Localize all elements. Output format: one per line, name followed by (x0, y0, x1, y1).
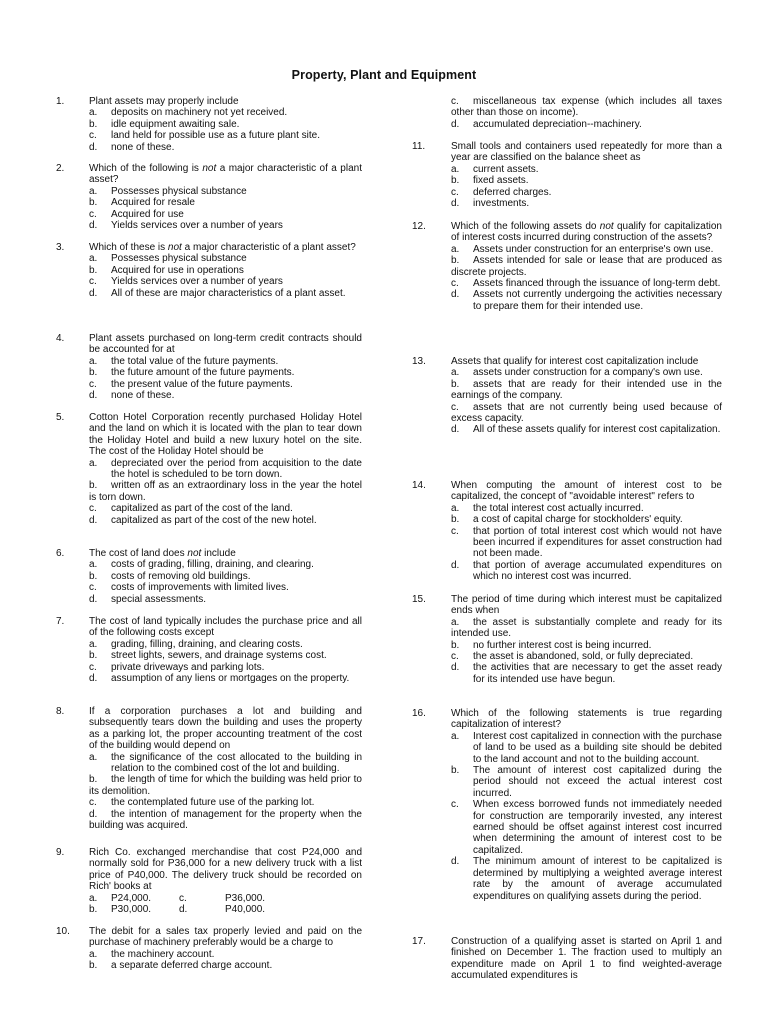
option-letter: d. (89, 514, 98, 526)
option-letter: d. (451, 856, 460, 868)
option-text: current assets. (473, 163, 539, 175)
option-text: depreciated over the period from acquisition to the date the hotel is scheduled to be torn down. (111, 457, 362, 481)
question-body (89, 96, 362, 153)
option-letter: c. (451, 401, 459, 413)
option-text: a cost of capital charge for stockholders' equity. (473, 514, 683, 526)
option-text: the present value of the future payments. (111, 378, 293, 390)
answer-option (89, 253, 362, 264)
option-text: none of these. (111, 141, 175, 153)
option-text: none of these. (111, 390, 175, 402)
answer-option (89, 209, 362, 220)
question-text: The period of time during which interest must be capitalized ends when (451, 594, 722, 617)
question-body (451, 221, 722, 312)
question-number: 17. (412, 936, 426, 947)
question-text: The debit for a sales tax properly levied and paid on the purchase of machinery preferably would be a charge to (89, 926, 362, 949)
option-letter: c. (89, 378, 97, 390)
option-letter: c. (451, 186, 459, 198)
option-text: land held for possible use as a future plant site. (111, 130, 321, 142)
answer-option (89, 571, 362, 582)
option-text: costs of grading, filling, draining, and clearing. (111, 559, 314, 571)
option-text: the total value of the future payments. (111, 355, 279, 367)
option-letter: a. (89, 751, 98, 763)
answer-option (451, 424, 722, 435)
answer-option (89, 559, 362, 570)
option-text: the future amount of the future payments. (111, 367, 295, 379)
answer-option (451, 187, 722, 198)
question-item (56, 242, 362, 299)
answer-option (89, 367, 362, 378)
answer-option (451, 662, 722, 685)
answer-option (89, 809, 362, 832)
question-number: 12. (412, 221, 426, 232)
page-title: Property, Plant and Equipment (291, 68, 477, 82)
option-letter: c. (89, 276, 97, 288)
option-letter: c. (451, 96, 459, 107)
answer-option (451, 640, 722, 651)
answer-option (89, 662, 362, 673)
answer-option-cell: P30,000. (111, 904, 152, 916)
answer-option (89, 458, 362, 481)
option-letter: d. (89, 593, 98, 605)
question-number: 14. (412, 480, 426, 491)
option-text: Assets not currently undergoing the activities necessary to prepare them for their intended use. (473, 289, 722, 312)
answer-option (451, 379, 722, 402)
answer-option (451, 244, 722, 255)
question-number: 6. (56, 548, 65, 559)
option-text: capitalized as part of the cost of the land. (111, 503, 293, 515)
option-text: the length of time for which the building was held prior to its demolition. (89, 774, 362, 797)
option-text: assets under construction for a company's own use. (473, 367, 703, 379)
option-letter: b. (89, 197, 98, 209)
option-letter: d. (451, 118, 460, 130)
option-letter: a. (89, 948, 98, 960)
answer-option (89, 515, 362, 526)
option-text: assets that are not currently being used because of excess capacity. (451, 401, 722, 425)
question-text: Cotton Hotel Corporation recently purchased Holiday Hotel and the land on which it is located with the plan to tear down the Holiday Hotel and build a new luxury hotel on the site. The cost of the Holiday Hotel should be (89, 412, 362, 458)
option-letter: a. (89, 457, 98, 469)
question-text: Plant assets purchased on long-term credit contracts should be accounted for at (89, 333, 362, 356)
question-text: If a corporation purchases a lot and building and subsequently tears down the building and uses the property as a parking lot, the proper accounting treatment of the cost of the building would depend on (89, 706, 362, 752)
option-letter: b. (451, 514, 460, 526)
option-letter: c. (89, 661, 97, 673)
question-body (451, 936, 722, 982)
option-letter: c. (451, 799, 459, 811)
option-letter: d. (89, 141, 98, 153)
question-item (412, 708, 722, 902)
question-item (412, 594, 722, 685)
option-letter: b. (451, 175, 460, 187)
answer-option (451, 799, 722, 856)
answer-option-cell: d. (179, 904, 188, 916)
answer-option (89, 752, 362, 775)
question-number: 11. (412, 141, 426, 152)
question-body (89, 706, 362, 831)
answer-option (89, 594, 362, 605)
option-letter: a. (89, 253, 98, 265)
question-text: Assets that qualify for interest cost capitalization include (451, 356, 699, 367)
option-letter: d. (89, 287, 98, 299)
option-letter: c. (89, 503, 97, 515)
question-text: Rich Co. exchanged merchandise that cost P24,000 and normally sold for P36,000 for a new delivery truck with a list price of P40,000. The delivery truck should be recorded on Rich' books at (89, 847, 362, 893)
answer-option-cell: b. (89, 904, 98, 916)
answer-option (451, 96, 722, 119)
option-text: a separate deferred charge account. (111, 960, 273, 972)
question-number: 9. (56, 847, 65, 858)
answer-option (89, 480, 362, 503)
answer-option (451, 289, 722, 312)
question-number: 3. (56, 242, 65, 253)
answer-option (451, 278, 722, 289)
option-letter: a. (451, 243, 460, 255)
answer-option-cell: c. (179, 892, 187, 904)
answer-option (451, 514, 722, 525)
option-letter: d. (451, 289, 460, 301)
question-item (56, 163, 362, 231)
option-letter: b. (451, 765, 460, 777)
option-letter: b. (89, 118, 98, 130)
option-text: the machinery account. (111, 948, 215, 960)
option-letter: b. (89, 570, 98, 582)
answer-options-grid (89, 893, 362, 916)
question-body (89, 847, 362, 915)
question-body (451, 141, 722, 209)
option-letter: c. (89, 130, 97, 142)
option-text: Assets under construction for an enterprise's own use. (473, 243, 714, 255)
option-text: street lights, sewers, and drainage systems cost. (111, 650, 327, 662)
option-text: deposits on machinery not yet received. (111, 107, 288, 119)
question-text: Which of the following statements is true regarding capitalization of interest? (451, 708, 722, 731)
question-item (412, 936, 722, 982)
option-letter: b. (89, 480, 98, 492)
answer-option (89, 276, 362, 287)
option-letter: a. (89, 185, 98, 197)
answer-option (89, 582, 362, 593)
option-text: deferred charges. (473, 186, 552, 198)
answer-option (451, 651, 722, 662)
option-text: investments. (473, 198, 530, 210)
option-text: that portion of average accumulated expenditures on which no interest cost was incurred. (473, 559, 722, 583)
question-text: Construction of a qualifying asset is started on April 1 and finished on December 1. The fraction used to multiply an expenditure made on April 1 to find weighted-average accumulated expenditures is (451, 936, 722, 982)
question-item (412, 356, 722, 436)
answer-option (451, 765, 722, 799)
answer-option (89, 650, 362, 661)
option-text: special assessments. (111, 593, 207, 605)
option-text: accumulated depreciation--machinery. (473, 118, 642, 130)
option-text: Assets intended for sale or lease that are produced as discrete projects. (451, 255, 722, 278)
answer-option (89, 142, 362, 153)
option-letter: d. (451, 198, 460, 210)
question-text: Which of the following assets do not qualify for capitalization of interest costs incurred during construction of the assets? (451, 221, 722, 244)
question-number: 16. (412, 708, 426, 719)
question-text: When computing the amount of interest cost to be capitalized, the concept of "avoidable interest" refers to (451, 480, 722, 503)
question-number: 7. (56, 616, 65, 627)
answer-option (451, 367, 722, 378)
option-text: Acquired for use (111, 208, 184, 220)
question-item (412, 141, 722, 209)
option-text: the contemplated future use of the parking lot. (111, 797, 315, 809)
question-number: 13. (412, 356, 426, 367)
option-text: costs of removing old buildings. (111, 570, 251, 582)
option-letter: a. (451, 616, 460, 628)
option-letter: b. (451, 255, 460, 267)
answer-option (451, 198, 722, 209)
answer-option-cell: P40,000. (225, 904, 266, 916)
answer-option (89, 390, 362, 401)
option-letter: a. (451, 502, 460, 514)
option-letter: a. (89, 355, 98, 367)
question-item (412, 480, 722, 583)
option-letter: d. (89, 220, 98, 232)
option-letter: a. (89, 638, 98, 650)
question-body (89, 412, 362, 526)
answer-option (89, 503, 362, 514)
option-text: the asset is substantially complete and ready for its intended use. (451, 616, 722, 640)
option-letter: d. (89, 808, 98, 820)
emphasis-text: not (599, 221, 614, 232)
answer-option (451, 731, 722, 765)
answer-option (451, 255, 722, 278)
option-letter: b. (451, 639, 460, 651)
option-text: Yields services over a number of years (111, 220, 283, 232)
question-item (56, 96, 362, 153)
answer-option-cell: P36,000. (225, 892, 266, 904)
option-text: idle equipment awaiting sale. (111, 118, 240, 130)
emphasis-text: not (187, 548, 202, 559)
option-text: written off as an extraordinary loss in the year the hotel is torn down. (89, 480, 362, 503)
option-text: miscellaneous tax expense (which includes all taxes other than those on income). (451, 96, 722, 119)
question-body (451, 480, 722, 583)
option-letter: d. (89, 390, 98, 402)
question-number: 4. (56, 333, 65, 344)
answer-option (89, 356, 362, 367)
question-item (56, 616, 362, 684)
option-text: Acquired for resale (111, 197, 195, 209)
option-letter: b. (89, 650, 98, 662)
option-letter: c. (89, 797, 97, 809)
option-text: When excess borrowed funds not immediately needed for construction are temporarily invested, any interest earned should be offset against interest cost incurred when determining the amount of interest cost to be capitalized. (473, 799, 722, 856)
question-body (89, 548, 362, 605)
answer-option (89, 197, 362, 208)
question-number: 1. (56, 96, 65, 107)
option-letter: d. (451, 424, 460, 436)
option-text: assets that are ready for their intended use in the earnings of the company. (451, 378, 722, 402)
answer-option (89, 774, 362, 797)
option-letter: d. (89, 673, 98, 685)
answer-option (89, 673, 362, 684)
answer-option (451, 175, 722, 186)
option-letter: c. (451, 278, 459, 290)
option-text: the significance of the cost allocated to the building in relation to the combined cost of the lot and building. (111, 751, 362, 775)
option-text: private driveways and parking lots. (111, 661, 265, 673)
answer-option (451, 402, 722, 425)
answer-option-cell: a. (89, 892, 98, 904)
answer-option (89, 797, 362, 808)
option-text: All of these assets qualify for interest cost capitalization. (473, 424, 721, 436)
question-text: Small tools and containers used repeatedly for more than a year are classified on the balance sheet as (451, 141, 722, 164)
question-item (56, 847, 362, 915)
option-text: Interest cost capitalized in connection with the purchase of land to be used as a building site should be debited to the land account and not to the building account. (473, 730, 722, 765)
question-number: 8. (56, 706, 65, 717)
option-text: Assets financed through the issuance of long-term debt. (473, 278, 721, 290)
question-item (412, 221, 722, 312)
emphasis-text: not (167, 242, 182, 253)
answer-option (89, 288, 362, 299)
option-letter: b. (89, 774, 98, 786)
option-text: capitalized as part of the cost of the new hotel. (111, 514, 317, 526)
question-item (56, 412, 362, 526)
option-text: grading, filling, draining, and clearing costs. (111, 638, 303, 650)
option-text: the total interest cost actually incurred. (473, 502, 644, 514)
option-text: the asset is abandoned, sold, or fully depreciated. (473, 651, 694, 663)
option-letter: b. (89, 367, 98, 379)
question-item (56, 706, 362, 831)
option-text: assumption of any liens or mortgages on the property. (111, 673, 350, 685)
option-letter: c. (451, 525, 459, 537)
option-text: All of these are major characteristics of a plant asset. (111, 287, 346, 299)
option-letter: d. (451, 662, 460, 674)
question-body (89, 333, 362, 401)
question-text: The cost of land typically includes the purchase price and all of the following costs except (89, 616, 362, 639)
option-text: the activities that are necessary to get the asset ready for its intended use have begun. (473, 662, 722, 685)
question-body (89, 926, 362, 972)
answer-option (451, 617, 722, 640)
option-text: The minimum amount of interest to be capitalized is determined by multiplying a weighted average interest rate by the amount of average accumulated expenditures on qualifying assets during the period. (473, 856, 722, 902)
option-text: costs of improvements with limited lives. (111, 582, 289, 594)
question-number: 2. (56, 163, 65, 174)
option-text: the intention of management for the property when the building was acquired. (89, 808, 362, 832)
option-letter: a. (451, 163, 460, 175)
option-letter: a. (89, 559, 98, 571)
answer-option (451, 526, 722, 560)
option-letter: c. (89, 208, 97, 220)
option-letter: c. (451, 651, 459, 663)
option-text: Possesses physical substance (111, 185, 247, 197)
question-item (56, 333, 362, 401)
question-text: Which of these is not a major characteristic of a plant asset? (89, 242, 356, 253)
question-item (56, 926, 362, 972)
option-text: fixed assets. (473, 175, 529, 187)
question-number: 15. (412, 594, 426, 605)
question-body (89, 163, 362, 231)
answer-option (89, 379, 362, 390)
answer-option (89, 949, 362, 960)
question-text: Plant assets may properly include (89, 96, 239, 107)
answer-option (89, 130, 362, 141)
option-letter: b. (451, 378, 460, 390)
answer-option (89, 186, 362, 197)
question-body (451, 708, 722, 902)
answer-option (89, 220, 362, 231)
answer-option (451, 119, 722, 130)
question-text: Which of the following is not a major characteristic of a plant asset? (89, 163, 362, 186)
option-letter: a. (451, 730, 460, 742)
option-text: Yields services over a number of years (111, 276, 283, 288)
question-number: 10. (56, 926, 70, 937)
question-number: 5. (56, 412, 65, 423)
answer-option (451, 560, 722, 583)
question-body (451, 594, 722, 685)
question-body (89, 616, 362, 684)
answer-option-cell: P24,000. (111, 892, 152, 904)
answer-option (89, 960, 362, 971)
question-item (56, 548, 362, 605)
option-text: Possesses physical substance (111, 253, 247, 265)
emphasis-text: not (202, 163, 217, 174)
question-body (451, 96, 722, 130)
answer-option (89, 639, 362, 650)
option-letter: a. (89, 107, 98, 119)
option-text: Acquired for use in operations (111, 264, 244, 276)
answer-option (89, 107, 362, 118)
option-letter: c. (89, 582, 97, 594)
question-body (89, 242, 362, 299)
answer-option (89, 265, 362, 276)
option-letter: d. (451, 559, 460, 571)
option-letter: b. (89, 264, 98, 276)
answer-option (451, 164, 722, 175)
option-letter: b. (89, 960, 98, 972)
option-letter: a. (451, 367, 460, 379)
option-text: The amount of interest cost capitalized during the period should not exceed the actual interest cost incurred. (473, 765, 722, 799)
option-text: that portion of total interest cost which would not have been incurred if expenditures for asset construction had not been made. (473, 525, 722, 560)
question-item (412, 96, 722, 130)
question-body (451, 356, 722, 436)
option-text: no further interest cost is being incurred. (473, 639, 652, 651)
answer-option (451, 503, 722, 514)
answer-option (89, 119, 362, 130)
answer-option (451, 856, 722, 902)
question-text: The cost of land does not include (89, 548, 236, 559)
